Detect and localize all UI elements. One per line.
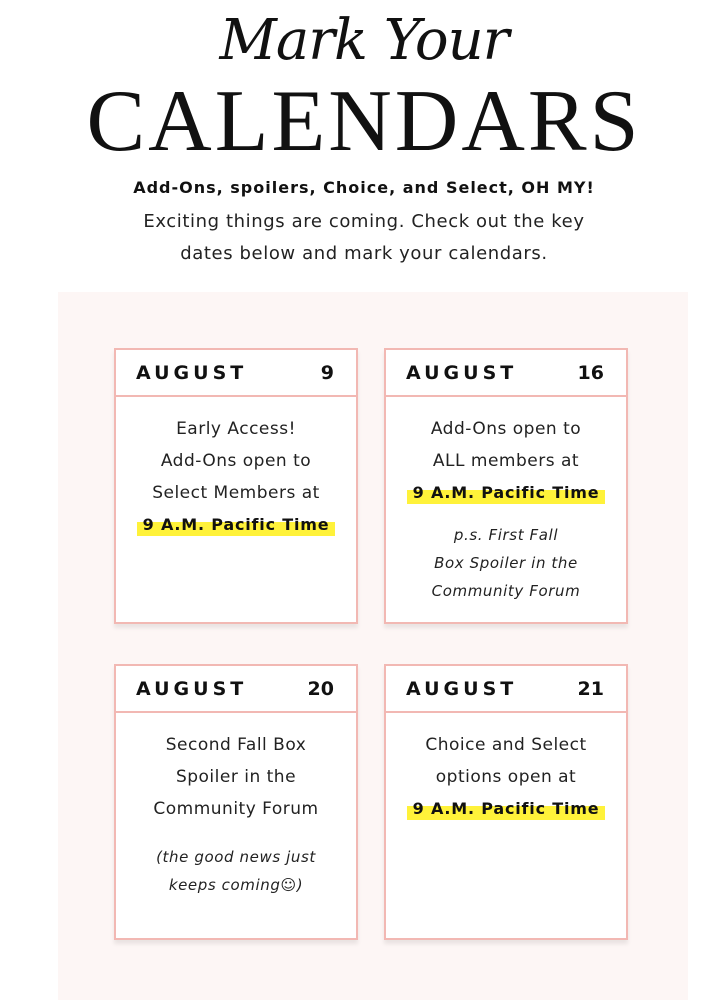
card-header xyxy=(116,666,356,713)
card-header xyxy=(386,666,626,713)
subtitle: Add-Ons, spoilers, Choice, and Select, OH MY! xyxy=(133,178,595,197)
card-day: 20 xyxy=(307,678,334,700)
date-card-aug-21 xyxy=(384,664,628,940)
card-line: Early Access! xyxy=(176,419,296,439)
card-body xyxy=(386,397,626,605)
card-note xyxy=(386,521,626,605)
card-month: AUGUST xyxy=(136,362,248,384)
card-day: 21 xyxy=(577,678,604,700)
card-header xyxy=(116,350,356,397)
card-line: Select Members at xyxy=(152,483,320,503)
card-day: 9 xyxy=(320,362,334,384)
card-highlight-row xyxy=(116,509,356,541)
card-note xyxy=(116,843,356,899)
dates-panel xyxy=(58,292,688,1000)
card-header xyxy=(386,350,626,397)
card-highlight-row xyxy=(386,793,626,825)
card-line: Add-Ons open to xyxy=(430,419,582,439)
highlighted-time: 9 A.M. Pacific Time xyxy=(407,477,606,509)
card-highlight-row xyxy=(386,477,626,509)
date-card-aug-20 xyxy=(114,664,358,940)
note-line: p.s. First Fall xyxy=(453,526,559,544)
note-line: Community Forum xyxy=(431,582,581,600)
card-body xyxy=(116,397,356,541)
card-day: 16 xyxy=(577,362,604,384)
card-line: ALL members at xyxy=(432,451,580,471)
intro-line-2: dates below and mark your calendars. xyxy=(180,243,548,264)
card-line: Community Forum xyxy=(153,799,319,819)
intro-line-1: Exciting things are coming. Check out the key xyxy=(143,211,585,232)
card-line: Spoiler in the xyxy=(175,767,297,787)
highlighted-time: 9 A.M. Pacific Time xyxy=(407,793,606,825)
card-month: AUGUST xyxy=(406,678,518,700)
card-body xyxy=(386,713,626,825)
card-line: Second Fall Box xyxy=(165,735,307,755)
highlighted-time: 9 A.M. Pacific Time xyxy=(137,509,336,541)
date-card-aug-9 xyxy=(114,348,358,624)
script-title: Mark Your xyxy=(219,8,509,73)
date-card-aug-16 xyxy=(384,348,628,624)
page-title: CALENDARS xyxy=(86,73,642,170)
note-line: Box Spoiler in the xyxy=(434,554,578,572)
card-month: AUGUST xyxy=(136,678,248,700)
card-line: Choice and Select xyxy=(425,735,587,755)
card-line: options open at xyxy=(435,767,577,787)
intro-text xyxy=(0,206,728,270)
note-line: (the good news just xyxy=(156,848,316,866)
card-body xyxy=(116,713,356,899)
note-line: keeps coming☺) xyxy=(168,876,304,894)
card-month: AUGUST xyxy=(406,362,518,384)
card-line: Add-Ons open to xyxy=(160,451,312,471)
